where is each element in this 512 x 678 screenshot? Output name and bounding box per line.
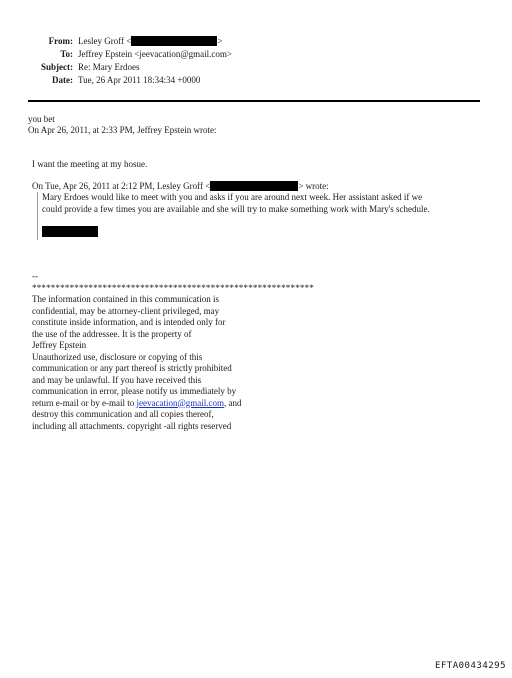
date-label: Date:	[52, 75, 73, 85]
quote-intro-text: On Tue, Apr 26, 2011 at 2:12 PM, Lesley Groff <	[32, 181, 211, 191]
to-value: Jeffrey Epstein <jeevacation@gmail.com>	[78, 49, 232, 59]
subject-label: Subject:	[41, 62, 73, 72]
quote-intro-end: > wrote:	[298, 181, 329, 191]
footer-line: constitute inside information, and is intended only for	[32, 317, 226, 327]
footer-email-prefix: return e-mail or by e-mail to	[32, 397, 137, 408]
signature-redaction	[42, 226, 430, 239]
to-label: To:	[60, 49, 73, 59]
footer-email-suffix: , and	[223, 397, 242, 408]
footer-stars: ************************************************************	[32, 282, 314, 293]
footer-line: Jeffrey Epstein	[32, 340, 87, 350]
on-date-line: On Apr 26, 2011, at 2:33 PM, Jeffrey Epstein wrote:	[28, 125, 217, 135]
from-label: From:	[48, 36, 73, 46]
redaction-box	[131, 36, 217, 46]
from-name: Lesley Groff <	[78, 36, 132, 46]
footer-line: communication or any part thereof is strictly prohibited	[32, 363, 232, 373]
footer-line: confidential, may be attorney-client privileged, may	[32, 305, 220, 316]
footer-email-line	[32, 398, 314, 410]
footer-line: and may be unlawful. If you have received this	[32, 374, 202, 385]
header-divider	[28, 100, 480, 102]
from-close: >	[217, 36, 223, 46]
message-text: I want the meeting at my hosue.	[32, 159, 148, 169]
subject-value: Re: Mary Erdoes	[78, 62, 140, 72]
footer-line: communication in error, please notify us immediately by	[32, 386, 237, 396]
footer-line: The information contained in this communication is	[32, 294, 219, 304]
reply-line: you bet	[28, 114, 55, 124]
quote-intro	[32, 181, 329, 193]
quote-line: Mary Erdoes would like to meet with you and asks if you are around next week. Her assistant asked if we	[42, 192, 423, 202]
footer-line: Unauthorized use, disclosure or copying of this	[32, 351, 203, 362]
footer-line: including all attachments. copyright -all rights reserved	[32, 420, 232, 431]
quoted-message	[37, 192, 430, 240]
email-link[interactable]: jeevacation@gmail.com	[136, 397, 224, 408]
footer-line: destroy this communication and all copies thereof,	[32, 409, 214, 419]
footer-line: the use of the addressee. It is the property of	[32, 328, 192, 339]
redaction-box	[42, 226, 98, 237]
from-value	[78, 36, 222, 48]
date-value: Tue, 26 Apr 2011 18:34:34 +0000	[78, 75, 201, 85]
redaction-box	[210, 181, 298, 191]
quote-line: could provide a few times you are available and she will try to make something work with Mary's schedule.	[42, 203, 430, 214]
confidentiality-footer	[32, 271, 314, 432]
footer-separator: --	[32, 271, 38, 281]
bates-stamp: EFTA00434295	[434, 660, 506, 671]
